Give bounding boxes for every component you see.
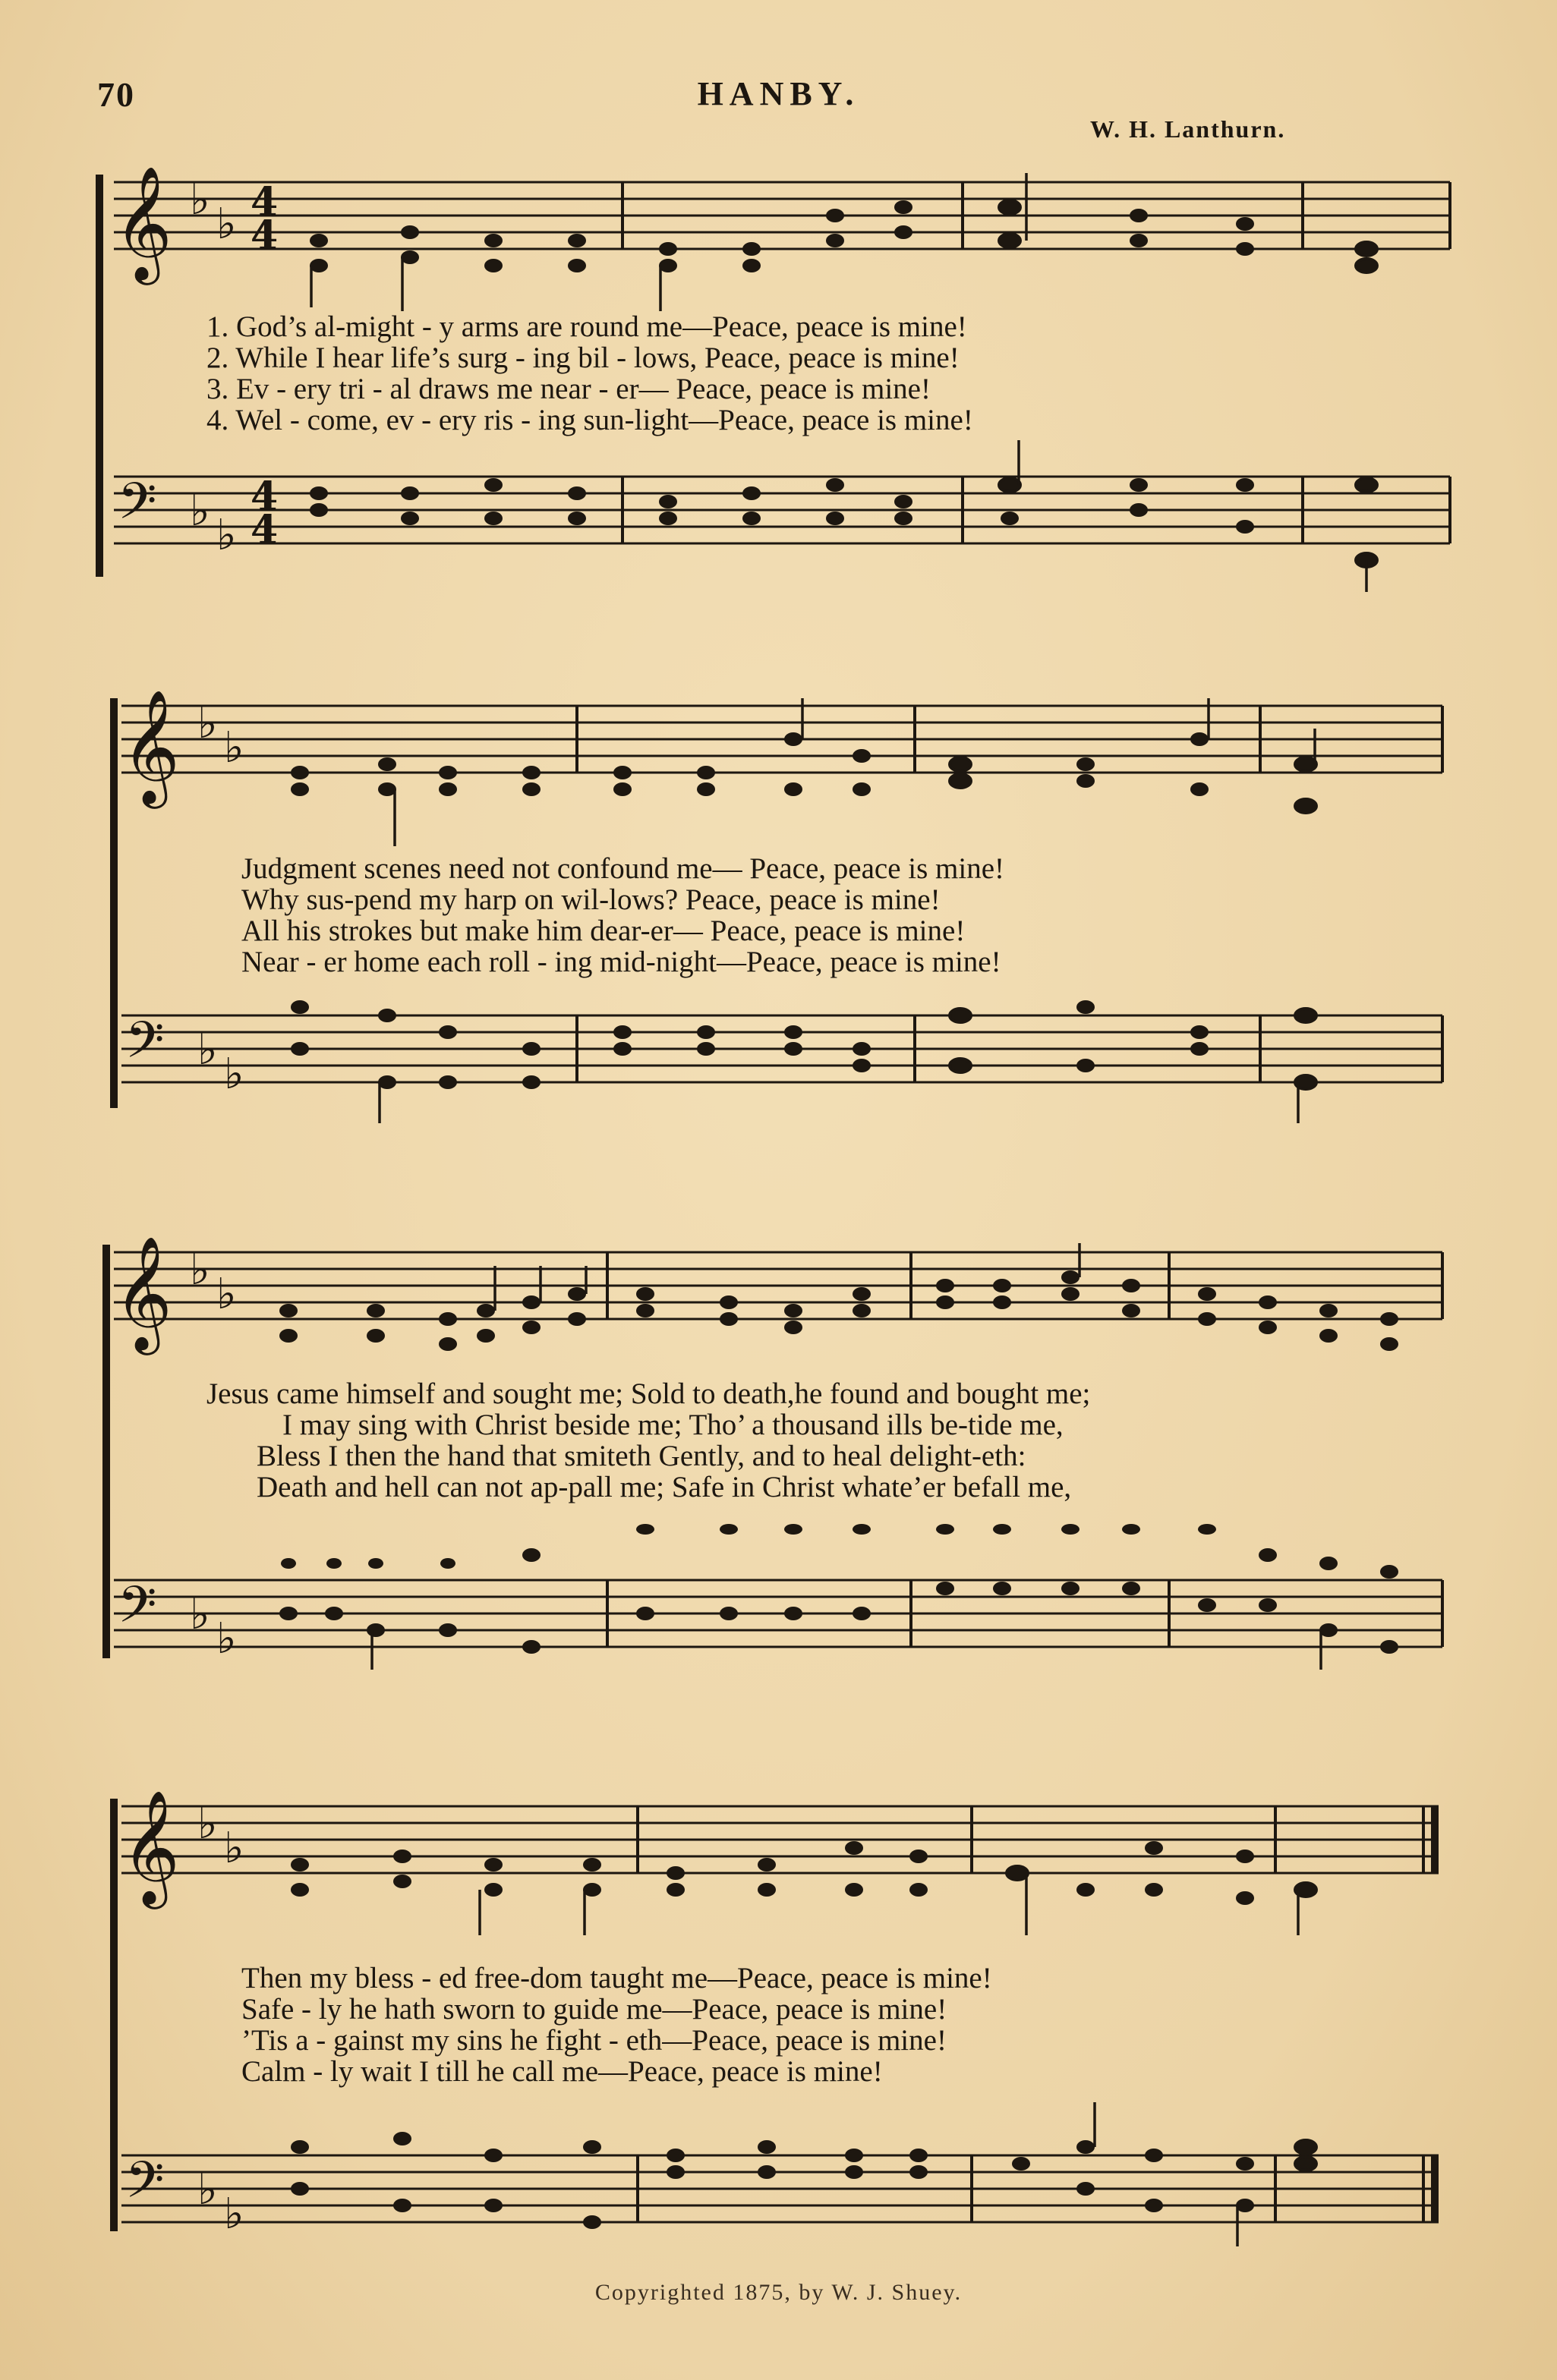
flat-icon: ♭ xyxy=(190,1590,210,1639)
bass-clef-icon: 𝄢 xyxy=(125,1011,165,1081)
flat-icon: ♭ xyxy=(197,2165,218,2215)
flat-icon: ♭ xyxy=(197,1799,218,1849)
flat-icon: ♭ xyxy=(224,1050,244,1099)
treble-staff xyxy=(121,1806,1439,1873)
flat-icon: ♭ xyxy=(224,2190,244,2239)
verse-line: Death and hell can not ap-pall me; Safe in Christ whate’er befall me, xyxy=(257,1471,1072,1503)
svg-text:4: 4 xyxy=(251,474,279,520)
flat-icon: ♭ xyxy=(224,1824,244,1873)
lyric-block-system-2 xyxy=(241,853,1004,978)
verse-line: Judgment scenes need not confound me— Peace, peace is mine! xyxy=(241,852,1004,885)
lyric-block-system-3 xyxy=(206,1378,1090,1503)
verse-line: 3. Ev - ery tri - al draws me near - er— Peace, peace is mine! xyxy=(206,373,931,405)
lyric-block-system-4 xyxy=(241,1963,992,2087)
treble-clef-icon: 𝄞 xyxy=(114,1235,172,1350)
verse-line: Near - er home each roll - ing mid-night—Peace, peace is mine! xyxy=(241,946,1001,978)
verse-line: Jesus came himself and sought me; Sold to death,he found and bought me; xyxy=(206,1377,1091,1410)
flat-icon: ♭ xyxy=(216,511,237,560)
treble-staff xyxy=(114,1252,1442,1319)
flat-icon: ♭ xyxy=(197,1025,218,1075)
flat-icon: ♭ xyxy=(197,699,218,748)
lyric-block-system-1 xyxy=(206,311,973,436)
verse-line: Why sus-pend my harp on wil-lows? Peace, peace is mine! xyxy=(241,883,941,916)
bass-staff xyxy=(121,1015,1442,1082)
flat-icon: ♭ xyxy=(190,1245,210,1295)
tune-title: HANBY. xyxy=(697,75,860,112)
verse-line: Then my bless - ed free-dom taught me—Peace, peace is mine! xyxy=(241,1962,992,1994)
treble-clef-icon: 𝄞 xyxy=(121,1789,180,1904)
verse-line: Calm - ly wait I till he call me—Peace, peace is mine! xyxy=(241,2055,883,2088)
bass-clef-icon: 𝄢 xyxy=(125,2151,165,2221)
verse-line: 4. Wel - come, ev - ery ris - ing sun-light—Peace, peace is mine! xyxy=(206,404,973,436)
bass-clef-icon: 𝄢 xyxy=(118,1576,157,1646)
copyright-notice: Copyrighted 1875, by W. J. Shuey. xyxy=(594,2280,963,2305)
verse-line: I may sing with Christ beside me; Tho’ a thousand ills be-tide me, xyxy=(282,1409,1064,1441)
verse-line: 1. God’s al-might - y arms are round me—Peace, peace is mine! xyxy=(206,310,967,343)
final-barline-icon xyxy=(1423,1806,1435,2222)
treble-clef-icon: 𝄞 xyxy=(121,688,180,804)
svg-text:4: 4 xyxy=(251,179,279,225)
verse-line: ’Tis a - gainst my sins he fight - eth—Peace, peace is mine! xyxy=(241,2024,947,2057)
verse-line: 2. While I hear life’s surg - ing bil - lows, Peace, peace is mine! xyxy=(206,342,960,374)
bass-clef-icon: 𝄢 xyxy=(118,472,157,543)
flat-icon: ♭ xyxy=(190,175,210,225)
verse-line: All his strokes but make him dear-er— Peace, peace is mine! xyxy=(241,915,966,947)
bass-staff xyxy=(114,1580,1442,1647)
svg-text:4: 4 xyxy=(251,212,279,259)
page-number: 70 xyxy=(97,75,135,114)
treble-staff xyxy=(121,706,1442,773)
svg-text:4: 4 xyxy=(251,507,279,553)
flat-icon: ♭ xyxy=(216,1614,237,1664)
verse-line: Safe - ly he hath sworn to guide me—Peace, peace is mine! xyxy=(241,1993,947,2026)
composer-credit: W. H. Lanthurn. xyxy=(1090,115,1286,143)
flat-icon: ♭ xyxy=(216,200,237,249)
flat-icon: ♭ xyxy=(190,486,210,536)
flat-icon: ♭ xyxy=(216,1270,237,1319)
flat-icon: ♭ xyxy=(224,723,244,773)
treble-clef-icon: 𝄞 xyxy=(114,165,172,280)
verse-line: Bless I then the hand that smiteth Gently, and to heal delight-eth: xyxy=(257,1440,1026,1472)
